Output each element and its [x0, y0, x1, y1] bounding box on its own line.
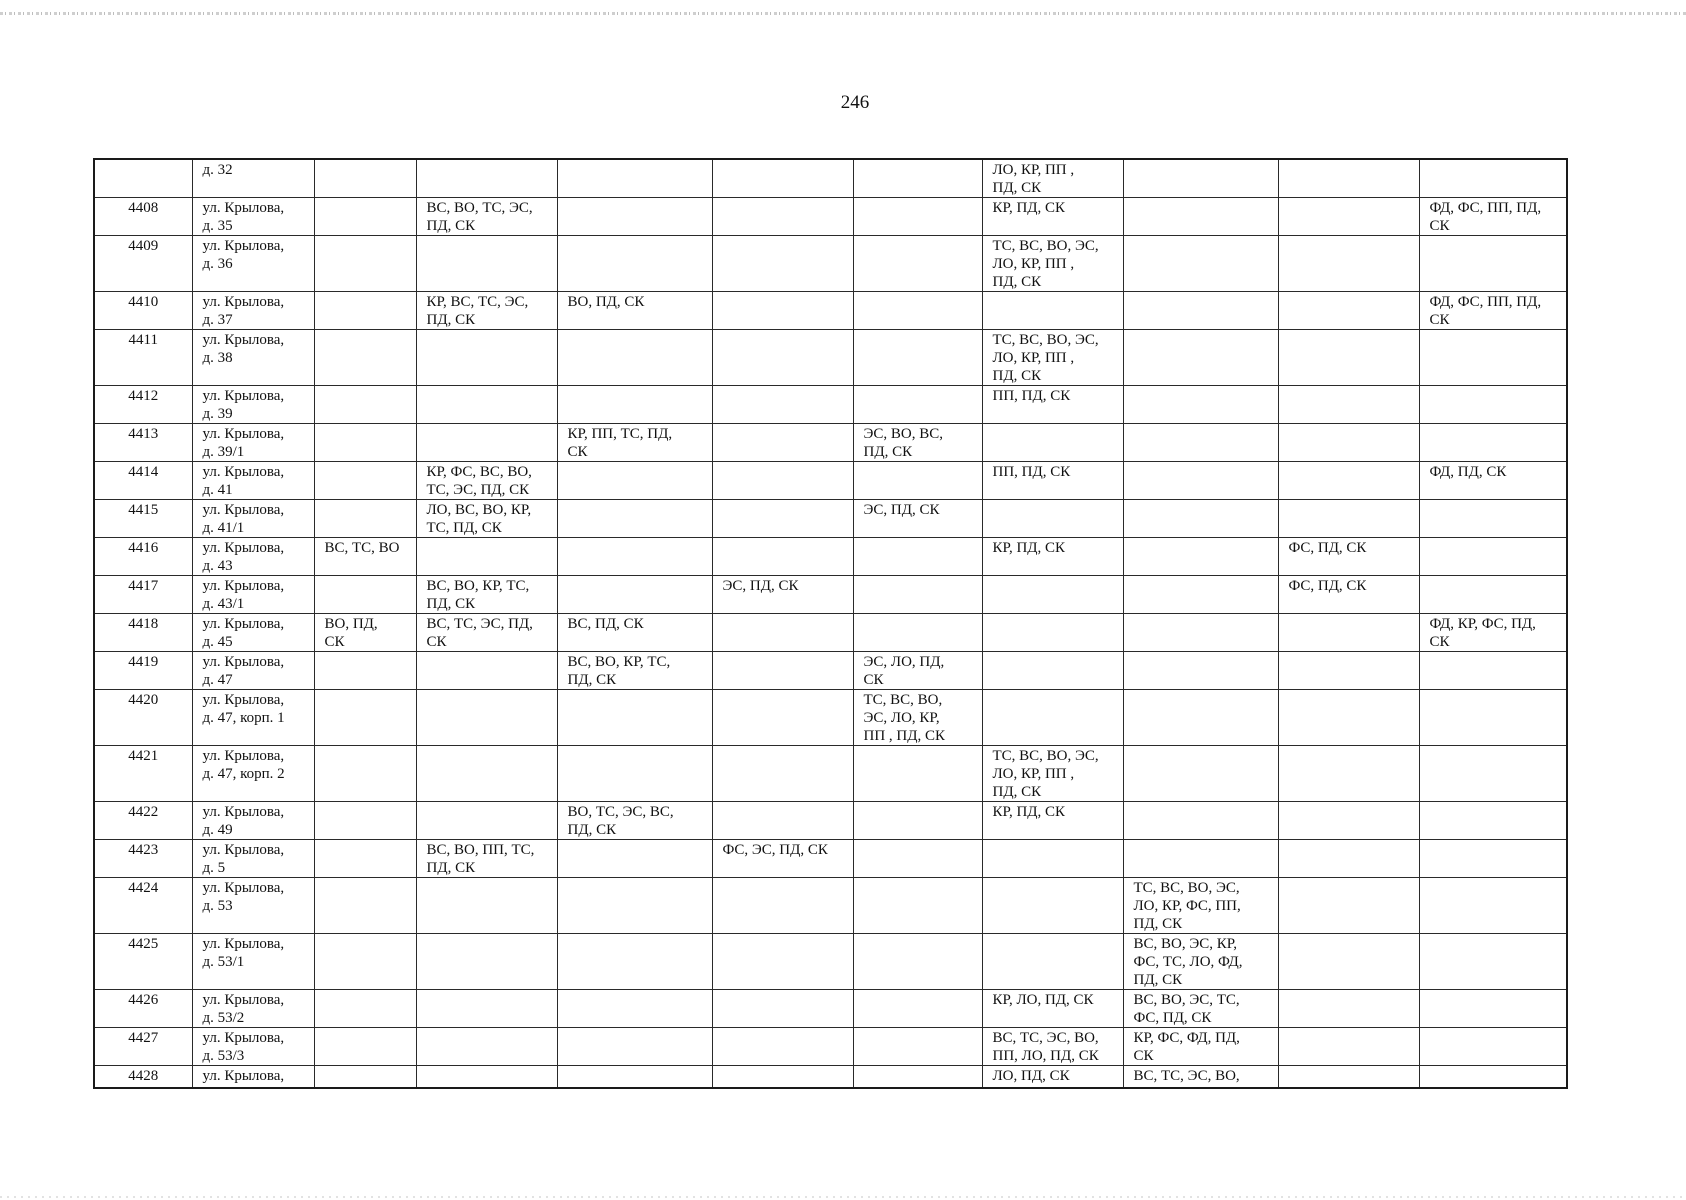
- work-types-cell: [416, 236, 557, 292]
- work-types-cell: [314, 330, 416, 386]
- work-types-cell: [1419, 576, 1567, 614]
- work-types-cell: [314, 198, 416, 236]
- work-types-cell: ВС, ТС, ЭС, ВО,: [1123, 1066, 1278, 1088]
- work-types-cell: ТС, ВС, ВО, ЭС, ЛО, КР, ФС, ПП, ПД, СК: [1123, 878, 1278, 934]
- address-cell: ул. Крылова, д. 47, корп. 2: [192, 746, 314, 802]
- work-types-cell: КР, ПД, СК: [982, 538, 1123, 576]
- table-row: [94, 746, 1567, 802]
- work-types-cell: [557, 746, 712, 802]
- work-types-cell: [1123, 802, 1278, 840]
- work-types-cell: [1278, 424, 1419, 462]
- work-types-cell: [1419, 1028, 1567, 1066]
- work-types-cell: [1419, 330, 1567, 386]
- work-types-cell: [982, 690, 1123, 746]
- work-types-cell: [712, 424, 853, 462]
- row-number-cell: 4413: [94, 424, 192, 462]
- work-types-cell: КР, ФС, ФД, ПД, СК: [1123, 1028, 1278, 1066]
- address-cell: ул. Крылова, д. 43/1: [192, 576, 314, 614]
- work-types-cell: [982, 424, 1123, 462]
- work-types-cell: [314, 802, 416, 840]
- row-number-cell: 4412: [94, 386, 192, 424]
- work-types-cell: [1278, 746, 1419, 802]
- address-cell: ул. Крылова, д. 53/2: [192, 990, 314, 1028]
- work-types-cell: [416, 330, 557, 386]
- row-number-cell: 4420: [94, 690, 192, 746]
- work-types-cell: [1278, 386, 1419, 424]
- table-row: [94, 500, 1567, 538]
- work-types-cell: [712, 198, 853, 236]
- work-types-cell: [416, 538, 557, 576]
- work-types-cell: [416, 990, 557, 1028]
- work-types-cell: [557, 878, 712, 934]
- work-types-cell: ВС, ВО, КР, ТС, ПД, СК: [416, 576, 557, 614]
- work-types-cell: ВС, ВО, ЭС, ТС, ФС, ПД, СК: [1123, 990, 1278, 1028]
- row-number-cell: 4424: [94, 878, 192, 934]
- work-types-cell: [1278, 462, 1419, 500]
- work-types-cell: [712, 746, 853, 802]
- address-cell: ул. Крылова, д. 53: [192, 878, 314, 934]
- work-types-cell: [1419, 990, 1567, 1028]
- work-types-cell: [314, 840, 416, 878]
- work-types-cell: [416, 386, 557, 424]
- work-types-cell: ВО, ТС, ЭС, ВС, ПД, СК: [557, 802, 712, 840]
- row-number-cell: 4427: [94, 1028, 192, 1066]
- work-types-cell: [314, 159, 416, 198]
- table-row: [94, 990, 1567, 1028]
- work-types-cell: [416, 1066, 557, 1088]
- work-types-cell: [557, 500, 712, 538]
- work-types-cell: [712, 934, 853, 990]
- work-types-cell: [982, 878, 1123, 934]
- work-types-cell: [416, 652, 557, 690]
- work-types-cell: [853, 1066, 982, 1088]
- work-types-cell: ФД, КР, ФС, ПД, СК: [1419, 614, 1567, 652]
- work-types-cell: [1419, 652, 1567, 690]
- work-types-cell: ВС, ТС, ВО: [314, 538, 416, 576]
- work-types-cell: ФД, ФС, ПП, ПД, СК: [1419, 292, 1567, 330]
- address-cell: ул. Крылова, д. 36: [192, 236, 314, 292]
- work-types-cell: ВС, ВО, ТС, ЭС, ПД, СК: [416, 198, 557, 236]
- work-types-cell: ФД, ПД, СК: [1419, 462, 1567, 500]
- work-types-cell: ФД, ФС, ПП, ПД, СК: [1419, 198, 1567, 236]
- work-types-cell: [1123, 159, 1278, 198]
- work-types-cell: ВС, ТС, ЭС, ПД, СК: [416, 614, 557, 652]
- work-types-cell: [314, 1066, 416, 1088]
- scan-top-edge: [0, 12, 1686, 15]
- work-types-cell: ВО, ПД, СК: [557, 292, 712, 330]
- work-types-cell: [314, 652, 416, 690]
- work-types-cell: [853, 538, 982, 576]
- work-types-cell: ТС, ВС, ВО, ЭС, ЛО, КР, ПП , ПД, СК: [982, 236, 1123, 292]
- work-types-cell: ЛО, КР, ПП , ПД, СК: [982, 159, 1123, 198]
- work-types-cell: [557, 990, 712, 1028]
- work-types-cell: [853, 198, 982, 236]
- work-types-cell: [712, 1028, 853, 1066]
- row-number-cell: 4426: [94, 990, 192, 1028]
- address-cell: ул. Крылова, д. 37: [192, 292, 314, 330]
- work-types-cell: [1278, 330, 1419, 386]
- work-types-cell: [314, 462, 416, 500]
- work-types-cell: [314, 576, 416, 614]
- row-number-cell: 4410: [94, 292, 192, 330]
- address-cell: ул. Крылова, д. 47: [192, 652, 314, 690]
- work-types-cell: [416, 690, 557, 746]
- row-number-cell: 4416: [94, 538, 192, 576]
- work-types-cell: [853, 386, 982, 424]
- work-types-cell: [314, 690, 416, 746]
- work-types-cell: ПП, ПД, СК: [982, 386, 1123, 424]
- table-row: [94, 462, 1567, 500]
- work-types-cell: [712, 236, 853, 292]
- work-types-cell: [1123, 330, 1278, 386]
- work-types-cell: [1278, 990, 1419, 1028]
- address-cell: ул. Крылова, д. 47, корп. 1: [192, 690, 314, 746]
- address-cell: ул. Крылова, д. 45: [192, 614, 314, 652]
- table-row: [94, 576, 1567, 614]
- work-types-cell: ФС, ЭС, ПД, СК: [712, 840, 853, 878]
- work-types-cell: [1278, 840, 1419, 878]
- work-types-cell: [557, 330, 712, 386]
- row-number-cell: 4422: [94, 802, 192, 840]
- works-schedule-table: [93, 158, 1568, 1089]
- work-types-cell: [416, 424, 557, 462]
- work-types-cell: [853, 462, 982, 500]
- work-types-cell: [1278, 878, 1419, 934]
- work-types-cell: [1123, 424, 1278, 462]
- row-number-cell: 4414: [94, 462, 192, 500]
- work-types-cell: [314, 746, 416, 802]
- work-types-cell: ЭС, ЛО, ПД, СК: [853, 652, 982, 690]
- work-types-cell: [982, 500, 1123, 538]
- work-types-cell: [712, 690, 853, 746]
- work-types-cell: ВС, ВО, ПП, ТС, ПД, СК: [416, 840, 557, 878]
- work-types-cell: [1123, 690, 1278, 746]
- work-types-cell: [1278, 690, 1419, 746]
- work-types-cell: [416, 878, 557, 934]
- work-types-cell: [712, 652, 853, 690]
- row-number-cell: 4415: [94, 500, 192, 538]
- row-number-cell: 4419: [94, 652, 192, 690]
- work-types-cell: ВО, ПД, СК: [314, 614, 416, 652]
- work-types-cell: ВС, ВО, КР, ТС, ПД, СК: [557, 652, 712, 690]
- work-types-cell: [416, 159, 557, 198]
- work-types-cell: КР, ВС, ТС, ЭС, ПД, СК: [416, 292, 557, 330]
- address-cell: ул. Крылова, д. 5: [192, 840, 314, 878]
- row-number-cell: 4411: [94, 330, 192, 386]
- work-types-cell: [1123, 538, 1278, 576]
- work-types-cell: [982, 840, 1123, 878]
- address-cell: ул. Крылова, д. 43: [192, 538, 314, 576]
- address-cell: ул. Крылова, д. 35: [192, 198, 314, 236]
- work-types-cell: [314, 292, 416, 330]
- work-types-cell: [1278, 1066, 1419, 1088]
- work-types-cell: [712, 292, 853, 330]
- work-types-cell: [557, 386, 712, 424]
- work-types-cell: [1419, 386, 1567, 424]
- row-number-cell: 4423: [94, 840, 192, 878]
- work-types-cell: [1419, 500, 1567, 538]
- work-types-cell: [557, 159, 712, 198]
- work-types-cell: [1123, 236, 1278, 292]
- table-row: [94, 424, 1567, 462]
- address-cell: ул. Крылова, д. 49: [192, 802, 314, 840]
- work-types-cell: [1123, 198, 1278, 236]
- work-types-cell: [1419, 878, 1567, 934]
- work-types-cell: [1123, 292, 1278, 330]
- work-types-cell: [853, 614, 982, 652]
- work-types-cell: ВС, ВО, ЭС, КР, ФС, ТС, ЛО, ФД, ПД, СК: [1123, 934, 1278, 990]
- table-row: [94, 236, 1567, 292]
- work-types-cell: КР, ПП, ТС, ПД, СК: [557, 424, 712, 462]
- work-types-cell: ФС, ПД, СК: [1278, 538, 1419, 576]
- address-cell: ул. Крылова, д. 39/1: [192, 424, 314, 462]
- row-number-cell: [94, 159, 192, 198]
- work-types-cell: [1123, 840, 1278, 878]
- work-types-cell: [416, 746, 557, 802]
- table-row: [94, 690, 1567, 746]
- work-types-cell: [314, 1028, 416, 1066]
- address-cell: ул. Крылова, д. 41: [192, 462, 314, 500]
- work-types-cell: [853, 330, 982, 386]
- work-types-cell: [1419, 690, 1567, 746]
- work-types-cell: ЭС, ПД, СК: [712, 576, 853, 614]
- work-types-cell: [853, 934, 982, 990]
- work-types-cell: [853, 990, 982, 1028]
- work-types-cell: [712, 802, 853, 840]
- address-cell: д. 32: [192, 159, 314, 198]
- work-types-cell: [1278, 802, 1419, 840]
- work-types-cell: [416, 934, 557, 990]
- table-row: [94, 802, 1567, 840]
- work-types-cell: [314, 990, 416, 1028]
- work-types-cell: [557, 576, 712, 614]
- work-types-cell: [314, 386, 416, 424]
- row-number-cell: 4409: [94, 236, 192, 292]
- work-types-cell: [1419, 236, 1567, 292]
- work-types-cell: [314, 500, 416, 538]
- work-types-cell: [712, 1066, 853, 1088]
- work-types-cell: ЛО, ПД, СК: [982, 1066, 1123, 1088]
- work-types-cell: [1123, 746, 1278, 802]
- work-types-cell: КР, ФС, ВС, ВО, ТС, ЭС, ПД, СК: [416, 462, 557, 500]
- work-types-cell: ВС, ТС, ЭС, ВО, ПП, ЛО, ПД, СК: [982, 1028, 1123, 1066]
- table-row: [94, 292, 1567, 330]
- work-types-cell: [1278, 198, 1419, 236]
- table-row: [94, 386, 1567, 424]
- address-cell: ул. Крылова, д. 41/1: [192, 500, 314, 538]
- work-types-cell: [557, 690, 712, 746]
- work-types-cell: [712, 990, 853, 1028]
- address-cell: ул. Крылова, д. 39: [192, 386, 314, 424]
- work-types-cell: [557, 236, 712, 292]
- work-types-cell: [557, 934, 712, 990]
- work-types-cell: [712, 614, 853, 652]
- work-types-cell: [557, 1066, 712, 1088]
- address-cell: ул. Крылова, д. 53/3: [192, 1028, 314, 1066]
- work-types-cell: [1123, 576, 1278, 614]
- address-cell: ул. Крылова,: [192, 1066, 314, 1088]
- page-number: 246: [840, 92, 870, 113]
- work-types-cell: [314, 424, 416, 462]
- work-types-cell: [853, 1028, 982, 1066]
- work-types-cell: [982, 652, 1123, 690]
- work-types-cell: [853, 802, 982, 840]
- work-types-cell: [1278, 934, 1419, 990]
- work-types-cell: ВС, ПД, СК: [557, 614, 712, 652]
- table-row: [94, 652, 1567, 690]
- work-types-cell: [1123, 386, 1278, 424]
- work-types-cell: [1123, 652, 1278, 690]
- work-types-cell: ПП, ПД, СК: [982, 462, 1123, 500]
- work-types-cell: [712, 386, 853, 424]
- work-types-cell: [712, 500, 853, 538]
- work-types-cell: КР, ПД, СК: [982, 802, 1123, 840]
- table-row: [94, 1066, 1567, 1088]
- row-number-cell: 4425: [94, 934, 192, 990]
- work-types-cell: [557, 1028, 712, 1066]
- work-types-cell: [853, 746, 982, 802]
- work-types-cell: [712, 330, 853, 386]
- work-types-cell: [853, 840, 982, 878]
- work-types-cell: [982, 934, 1123, 990]
- work-types-cell: ТС, ВС, ВО, ЭС, ЛО, КР, ПП , ПД, СК: [982, 746, 1123, 802]
- work-types-cell: [712, 159, 853, 198]
- work-types-cell: [1419, 840, 1567, 878]
- work-types-cell: [1278, 652, 1419, 690]
- work-types-cell: [982, 292, 1123, 330]
- work-types-cell: [1123, 462, 1278, 500]
- work-types-cell: [853, 236, 982, 292]
- work-types-cell: [853, 576, 982, 614]
- table-row: [94, 840, 1567, 878]
- work-types-cell: [557, 198, 712, 236]
- work-types-cell: [1123, 614, 1278, 652]
- work-types-cell: [1278, 236, 1419, 292]
- work-types-cell: [557, 840, 712, 878]
- work-types-cell: [712, 878, 853, 934]
- work-types-cell: [1419, 934, 1567, 990]
- row-number-cell: 4408: [94, 198, 192, 236]
- work-types-cell: [1278, 1028, 1419, 1066]
- table-body: [94, 159, 1567, 1088]
- work-types-cell: ФС, ПД, СК: [1278, 576, 1419, 614]
- work-types-cell: [982, 614, 1123, 652]
- table-row: [94, 330, 1567, 386]
- work-types-cell: [853, 292, 982, 330]
- work-types-cell: [1419, 538, 1567, 576]
- work-types-cell: [1419, 424, 1567, 462]
- table-row: [94, 614, 1567, 652]
- scan-bottom-edge: [0, 1196, 1686, 1198]
- row-number-cell: 4428: [94, 1066, 192, 1088]
- address-cell: ул. Крылова, д. 53/1: [192, 934, 314, 990]
- work-types-cell: [314, 934, 416, 990]
- row-number-cell: 4418: [94, 614, 192, 652]
- work-types-cell: [314, 236, 416, 292]
- table-row: [94, 159, 1567, 198]
- work-types-cell: [1278, 159, 1419, 198]
- work-types-cell: ЛО, ВС, ВО, КР, ТС, ПД, СК: [416, 500, 557, 538]
- address-cell: ул. Крылова, д. 38: [192, 330, 314, 386]
- work-types-cell: [1278, 500, 1419, 538]
- work-types-cell: [314, 878, 416, 934]
- work-types-cell: КР, ПД, СК: [982, 198, 1123, 236]
- work-types-cell: [1419, 746, 1567, 802]
- table-row: [94, 1028, 1567, 1066]
- work-types-cell: [853, 878, 982, 934]
- work-types-cell: [1419, 802, 1567, 840]
- table-row: [94, 878, 1567, 934]
- work-types-cell: [1278, 292, 1419, 330]
- table-row: [94, 934, 1567, 990]
- work-types-cell: ЭС, ПД, СК: [853, 500, 982, 538]
- work-types-cell: [982, 576, 1123, 614]
- work-types-cell: [1419, 1066, 1567, 1088]
- work-types-cell: [712, 462, 853, 500]
- work-types-cell: [1419, 159, 1567, 198]
- work-types-cell: [416, 802, 557, 840]
- work-types-cell: ЭС, ВО, ВС, ПД, СК: [853, 424, 982, 462]
- work-types-cell: ТС, ВС, ВО, ЭС, ЛО, КР, ПП , ПД, СК: [853, 690, 982, 746]
- table-row: [94, 538, 1567, 576]
- work-types-cell: [557, 538, 712, 576]
- work-types-cell: ТС, ВС, ВО, ЭС, ЛО, КР, ПП , ПД, СК: [982, 330, 1123, 386]
- row-number-cell: 4417: [94, 576, 192, 614]
- work-types-cell: [557, 462, 712, 500]
- table-row: [94, 198, 1567, 236]
- row-number-cell: 4421: [94, 746, 192, 802]
- work-types-cell: [416, 1028, 557, 1066]
- work-types-cell: [1123, 500, 1278, 538]
- work-types-cell: [853, 159, 982, 198]
- work-types-cell: [1278, 614, 1419, 652]
- work-types-cell: [712, 538, 853, 576]
- work-types-cell: КР, ЛО, ПД, СК: [982, 990, 1123, 1028]
